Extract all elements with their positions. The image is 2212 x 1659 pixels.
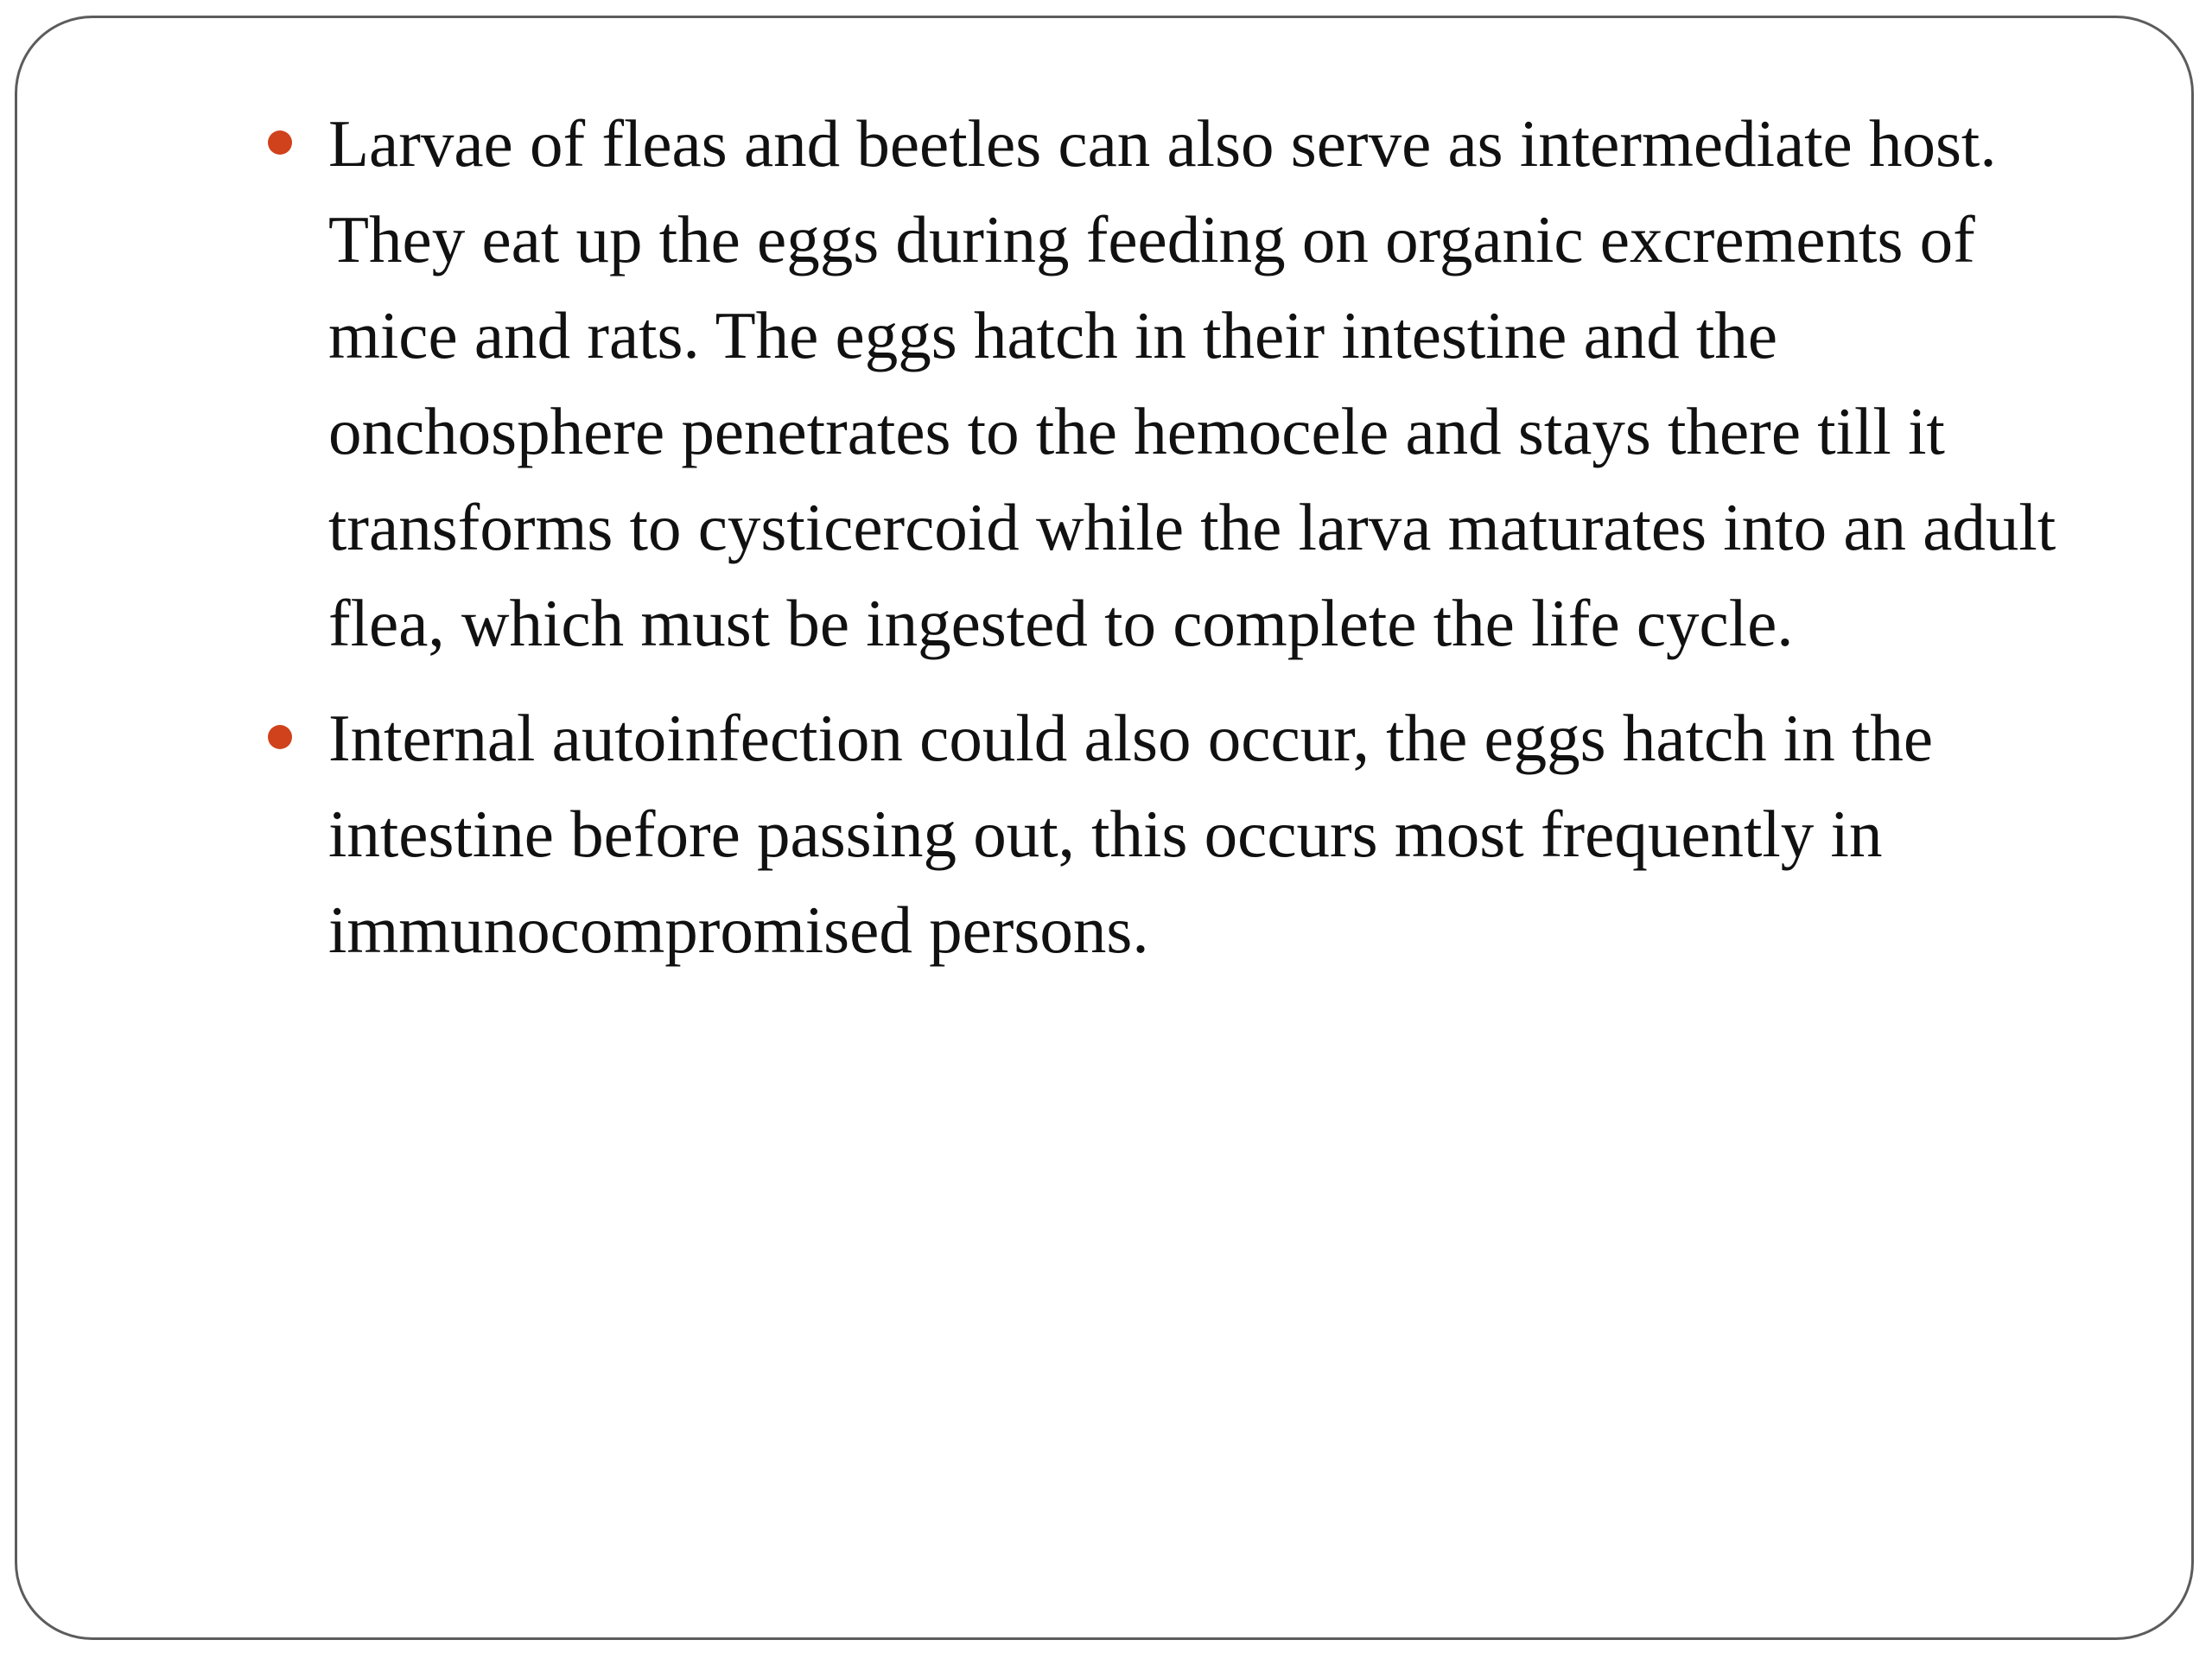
bullet-text: Internal autoinfection could also occur, the eggs hatch in the intestine before passing out, this occurs most frequently in immunocompromised persons. xyxy=(328,701,1934,967)
bullet-text: Larvae of fleas and beetles can also serve as intermediate host. They eat up the eggs during feeding on organic excrements of mice and rats. The eggs hatch in their intestine and the onchosphere penetrates to the hemocele and stays there till it transforms to cysticercoid while the larva maturates into an adult flea, which must be ingested to complete the life cycle. xyxy=(328,106,2056,660)
bullet-dot-icon xyxy=(268,725,292,749)
bullet-list xyxy=(268,96,2117,997)
bullet-item xyxy=(268,96,2117,671)
slide-frame xyxy=(15,16,2194,1640)
bullet-item xyxy=(268,690,2117,978)
bullet-dot-icon xyxy=(268,130,292,155)
